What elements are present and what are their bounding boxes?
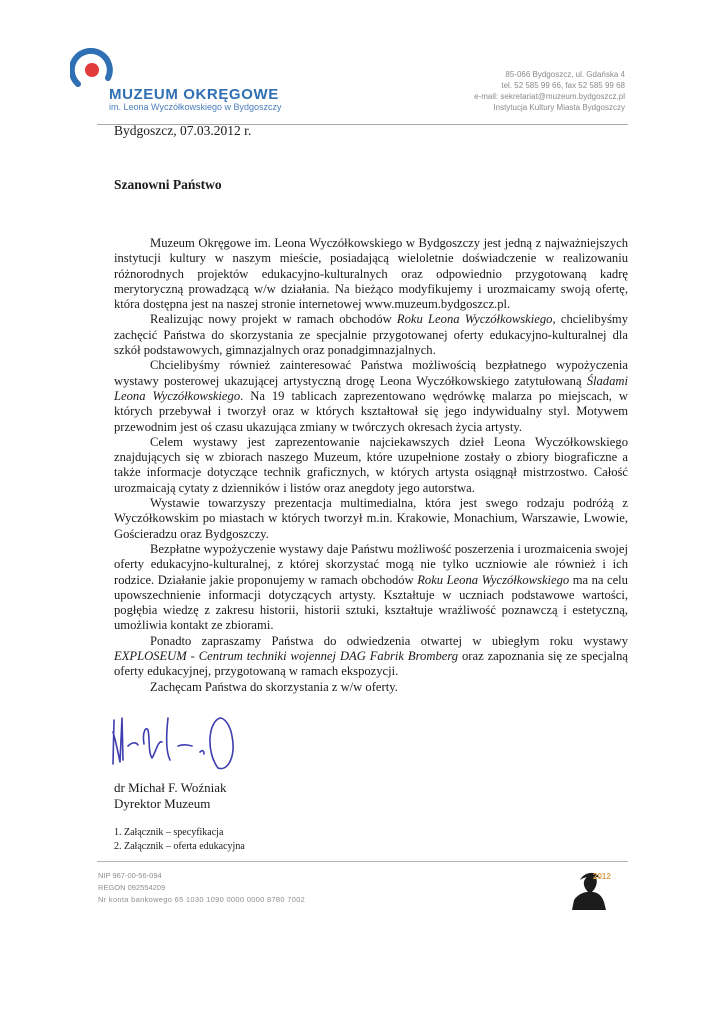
contact-institution: Instytucja Kultury Miasta Bydgoszczy	[493, 103, 625, 112]
contact-email: e-mail: sekretariat@muzeum.bydgoszcz.pl	[474, 92, 625, 101]
paragraph-6-text-b: ma na celu upowszechnienie informacji dotyczących artysty. Kształtuje w uczniach podstawowe wartości, pogłębia wiedzę z zakresu historii, historii sztuki, kształtuje wrażliwość poznawczą i estetyczną, umożliwia kontakt ze zbiorami.	[114, 572, 628, 633]
attachment-item: 1. Załącznik – specyfikacja	[114, 827, 224, 838]
website-link[interactable]: www.muzeum.bydgoszcz.pl.	[364, 297, 511, 312]
paragraph-6-text-a: Bezpłatne wypożyczenie wystawy daje Państwu możliwość poszerzenia i urozmaicenia swojej oferty edukacyjno-kulturalnej, z której skorzystać mogą nie tylko uczniowie ale również i ich rodzice. Działanie jakie proponujemy w ramach obchodów	[114, 541, 628, 587]
paragraph-4: Celem wystawy jest zaprezentowanie najciekawszych dzieł Leona Wyczółkowskiego znajdujących się w zbiorach naszego Muzeum, które uzupełnione zostały o zbiory biograficzne a także informacje dotyczące technik graficznych, w których artysta osiągnął mistrzostwo. Całość urozmaicają cytaty z dzienników i listów oraz anegdoty jego autorstwa.	[114, 434, 628, 495]
footer-block	[98, 870, 305, 906]
paragraph-6	[114, 542, 628, 634]
museum-logo-icon	[70, 48, 114, 92]
paragraph-8: Zachęcam Państwa do skorzystania z w/w oferty.	[150, 679, 398, 694]
contact-block	[474, 69, 625, 113]
paragraph-2-italic: Roku Leona Wyczółkowskiego	[396, 312, 553, 327]
paragraph-7-text-b: oraz zapoznania się ze specjalną oferty edukacyjnej, przygotowaną w ramach ekspozycji.	[114, 649, 628, 679]
paragraph-1	[114, 236, 628, 312]
contact-phone: tel. 52 585 99 66, fax 52 585 99 68	[501, 81, 625, 90]
paragraph-5: Wystawie towarzyszy prezentacja multimedialna, która jest swego rodzaju podróżą z Wyczółkowskim po miastach w których tworzył m.in. Krakowie, Monachium, Warszawie, Lwowie, Gościeradzu oraz Bydgoszczy.	[114, 496, 628, 541]
attachments-list	[114, 826, 245, 854]
paragraph-3	[114, 358, 628, 434]
footer-nip: NIP 967-00-56-094	[98, 871, 162, 880]
museum-name: MUZEUM OKRĘGOWE	[109, 86, 279, 103]
signer-block	[114, 780, 227, 812]
paragraph-2-text-a: Realizując nowy projekt w ramach obchodów	[150, 312, 397, 327]
attachment-item: 2. Załącznik – oferta edukacyjna	[114, 841, 245, 852]
paragraph-3-italic: Śladami Leona Wyczółkowskiego	[114, 373, 628, 403]
footer-divider	[97, 861, 628, 862]
paragraph-2	[114, 312, 628, 358]
account-label: Nr konta bankowego	[98, 895, 173, 904]
museum-subtitle: im. Leona Wyczółkowskiego w Bydgoszczy	[109, 102, 282, 112]
paragraph-3-text-b: . Na 19 tablicach zaprezentowano wędrówkę malarza po miejscach, w których przebywał i tworzył oraz w których kształtował się jego indywidualny styl. Motywem przewodnim jest oś czasu ukazująca zmiany w twórczych okresach życia artysty.	[114, 388, 628, 434]
paragraph-6-italic: Roku Leona Wyczółkowskiego	[417, 572, 570, 587]
letter-body	[114, 236, 628, 695]
signer-name: dr Michał F. Woźniak	[114, 780, 227, 795]
anniversary-year: 2012	[593, 872, 611, 881]
letter-greeting: Szanowni Państwo	[114, 177, 222, 192]
handwritten-signature	[108, 712, 243, 774]
contact-address: 85-066 Bydgoszcz, ul. Gdańska 4	[505, 70, 625, 79]
signer-title: Dyrektor Muzeum	[114, 796, 211, 811]
footer-account	[98, 894, 305, 906]
paragraph-7-italic: EXPLOSEUM - Centrum techniki wojennej DAG Fabrik Bromberg	[114, 649, 459, 664]
paragraph-7-text-a: Ponadto zapraszamy Państwa do odwiedzenia otwartej w ubiegłym roku wystawy	[150, 633, 628, 648]
footer-regon: REGON 092554209	[98, 883, 166, 892]
paragraph-1-text: Muzeum Okręgowe im. Leona Wyczółkowskiego w Bydgoszczy jest jedną z najważniejszych instytucji kultury w naszym mieście, posiadającą wieloletnie doświadczenie w realizowaniu różnorodnych projektów edukacyjno-kulturalnych oraz odpowiednio przygotowaną kadrę merytoryczną prowadzącą w/w działania. Na bieżąco modyfikujemy i urozmaicamy swoją ofertę, która dostępna jest na naszej stronie internetowej	[114, 236, 628, 312]
letter-date: Bydgoszcz, 07.03.2012 r.	[114, 123, 252, 138]
account-number: 65 1030 1090 0000 0000 8780 7002	[174, 895, 306, 904]
paragraph-2-text-b: , chcielibyśmy zachęcić Państwa do skorzystania ze specjalnie przygotowanej oferty edukacyjno-kulturalnej dla szkół podstawowych, gimnazjalnych oraz ponadgimnazjalnych.	[114, 312, 629, 358]
paragraph-3-text-a: Chcielibyśmy również zainteresować Państwa możliwością bezpłatnego wypożyczenia wystawy posterowej ukazującej artystyczną drogę Leona Wyczółkowskiego zatytułowaną	[114, 358, 628, 388]
paragraph-7	[114, 634, 628, 680]
